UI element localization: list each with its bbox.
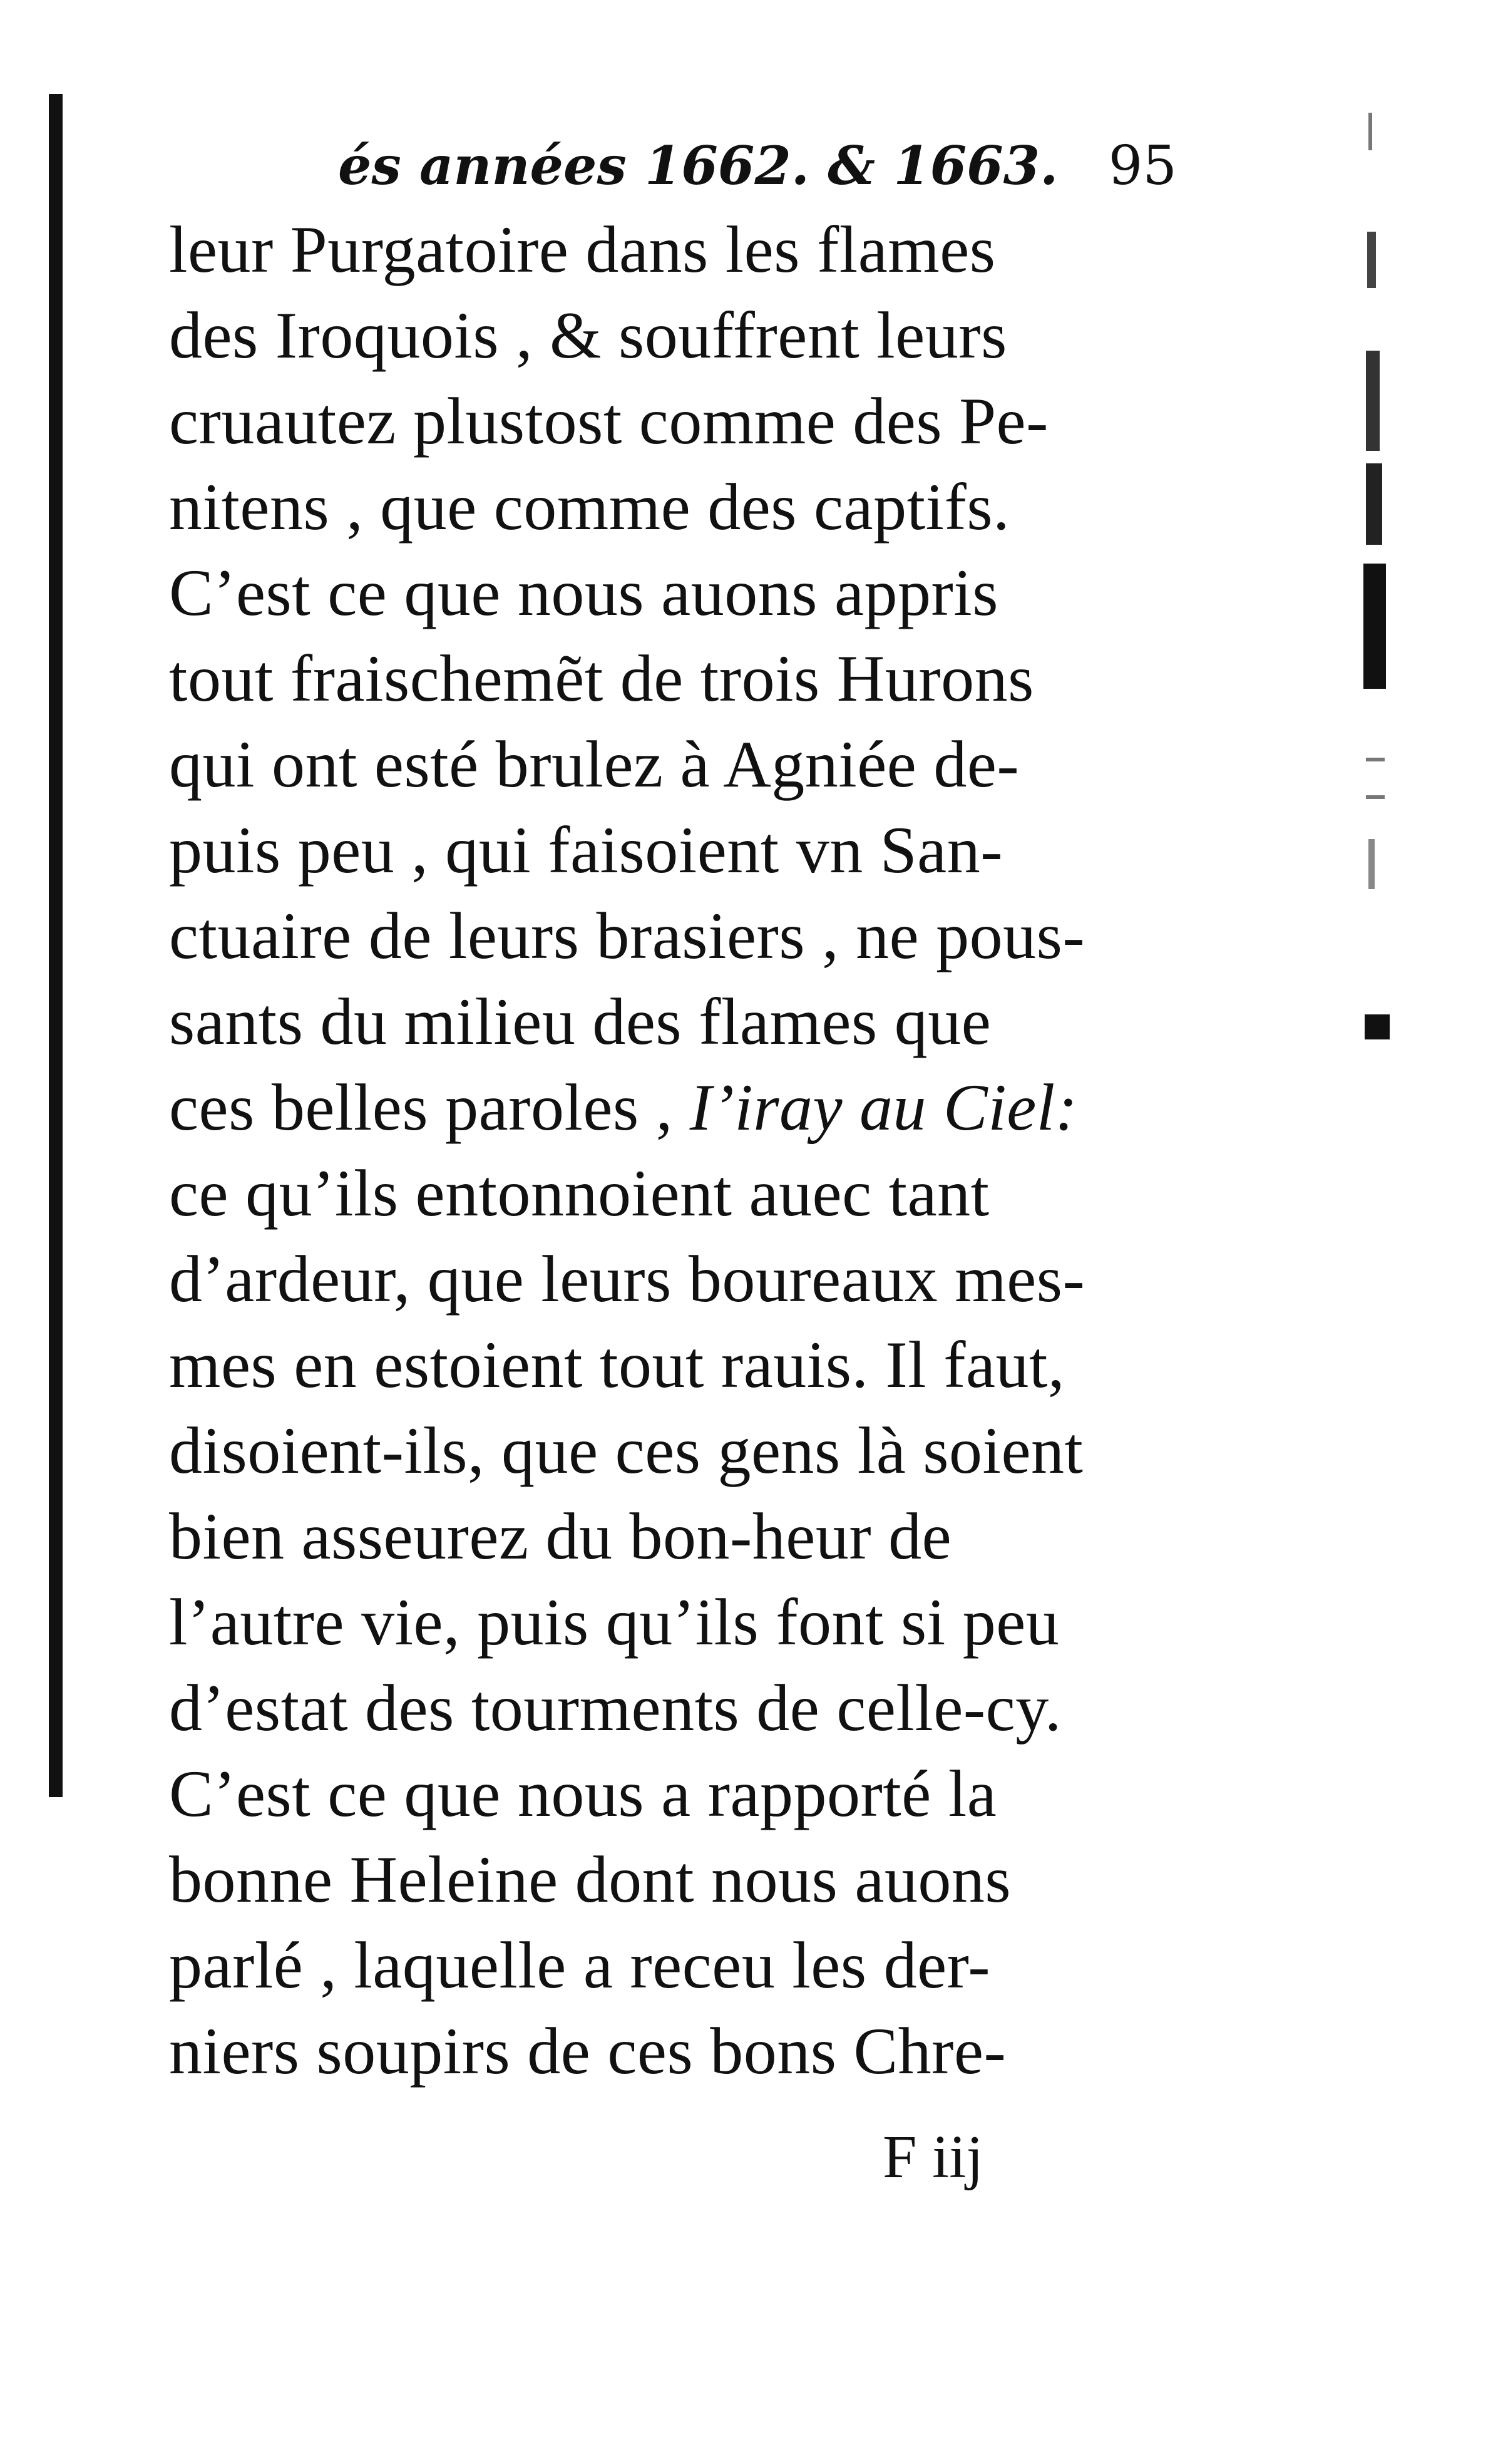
bleed-mark — [1368, 113, 1372, 150]
text-line-6: tout fraischemẽt de trois Hurons — [169, 642, 1034, 715]
text-line-5: C’est ce que nous auons appris — [169, 556, 998, 629]
bleed-mark — [1366, 463, 1382, 545]
text-line-2: des Iroquois , & souffrent leurs — [169, 299, 1007, 372]
text-line-16: bien asseurez du bon-heur de — [169, 1500, 952, 1573]
text-line-7: qui ont esté brulez à Agniée de- — [169, 728, 1020, 801]
bleed-mark — [1367, 232, 1376, 288]
body-text — [169, 207, 1183, 2094]
page-number: 95 — [1108, 135, 1177, 197]
text-line-14: mes en estoient tout rauis. Il faut, — [169, 1328, 1065, 1401]
text-line-4: nitens , que comme des captifs. — [169, 470, 1010, 544]
text-line-21: parlé , laquelle a receu les der- — [169, 1929, 991, 2002]
text-line-1: leur Purgatoire dans les flames — [169, 213, 996, 286]
margin-bleed-marks — [1352, 113, 1415, 1115]
left-margin-rule — [49, 94, 63, 1797]
text-line-17: l’autre vie, puis qu’ils font si peu — [169, 1585, 1060, 1659]
text-line-11-roman: ces belles paroles , — [169, 1071, 690, 1144]
bleed-mark — [1366, 758, 1385, 761]
running-head — [338, 125, 1177, 207]
text-line-19: C’est ce que nous a rapporté la — [169, 1757, 997, 1830]
running-title: és années 1662. & 1663. — [338, 135, 1059, 197]
text-line-15: disoient-ils, que ces gens là soient — [169, 1414, 1084, 1487]
bleed-mark — [1363, 564, 1386, 689]
text-line-18: d’estat des tourments de celle-cy. — [169, 1671, 1062, 1745]
bleed-mark — [1366, 795, 1385, 799]
text-line-8: puis peu , qui faisoient vn San- — [169, 813, 1003, 887]
text-line-3: cruautez plustost comme des Pe- — [169, 384, 1049, 458]
text-line-13: d’ardeur, que leurs boureaux mes- — [169, 1242, 1085, 1316]
text-line-11 — [169, 1064, 1183, 1150]
italic-quote: I’iray au Ciel: — [689, 1071, 1078, 1144]
text-line-22: niers soupirs de ces bons Chre- — [169, 2014, 1007, 2088]
bleed-mark — [1365, 1014, 1390, 1039]
signature-mark: F iij — [883, 2123, 983, 2191]
text-line-9: ctuaire de leurs brasiers , ne pous- — [169, 899, 1085, 972]
bleed-mark — [1366, 351, 1380, 451]
text-line-12: ce qu’ils entonnoient auec tant — [169, 1157, 990, 1230]
bleed-mark — [1368, 839, 1375, 889]
text-line-20: bonne Heleine dont nous auons — [169, 1843, 1012, 1916]
text-line-10: sants du milieu des flames que — [169, 985, 992, 1058]
